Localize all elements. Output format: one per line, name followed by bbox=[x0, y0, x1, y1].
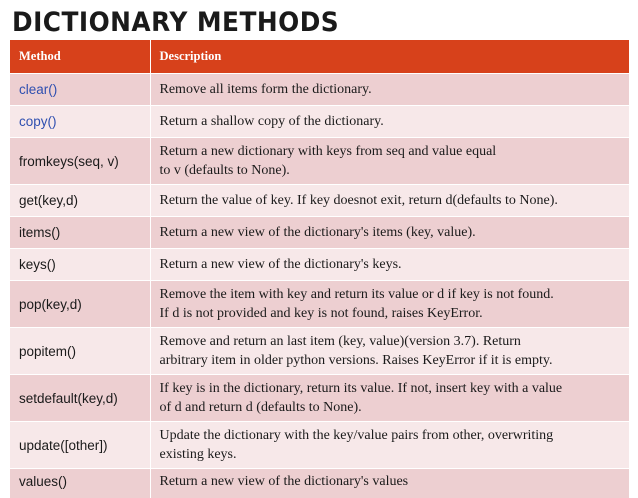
description-cell bbox=[150, 138, 629, 185]
description-line: If key is in the dictionary, return its value. If not, insert key with a value bbox=[160, 379, 620, 398]
method-cell: pop(key,d) bbox=[10, 281, 150, 328]
table-header-row bbox=[10, 40, 629, 74]
method-cell[interactable]: clear() bbox=[10, 74, 150, 106]
method-cell: update([other]) bbox=[10, 422, 150, 469]
table-row bbox=[10, 138, 629, 185]
table-row bbox=[10, 469, 629, 498]
method-cell: get(key,d) bbox=[10, 185, 150, 217]
description-cell bbox=[150, 422, 629, 469]
method-cell: keys() bbox=[10, 249, 150, 281]
description-line: Remove and return an last item (key, value)(version 3.7). Return bbox=[160, 332, 620, 351]
description-line: If d is not provided and key is not found, raises KeyError. bbox=[160, 304, 620, 323]
description-line: to v (defaults to None). bbox=[160, 161, 620, 180]
description-cell bbox=[150, 375, 629, 422]
column-header-method: Method bbox=[10, 40, 150, 74]
description-cell: Return a new view of the dictionary's items (key, value). bbox=[150, 217, 629, 249]
description-cell: Return the value of key. If key doesnot exit, return d(defaults to None). bbox=[150, 185, 629, 217]
description-cell bbox=[150, 328, 629, 375]
description-cell: Remove all items form the dictionary. bbox=[150, 74, 629, 106]
method-cell: setdefault(key,d) bbox=[10, 375, 150, 422]
table-row bbox=[10, 217, 629, 249]
description-cell: Return a shallow copy of the dictionary. bbox=[150, 106, 629, 138]
table-row bbox=[10, 74, 629, 106]
description-line: Update the dictionary with the key/value pairs from other, overwriting bbox=[160, 426, 620, 445]
description-cell: Return a new view of the dictionary's keys. bbox=[150, 249, 629, 281]
page-title: DICTIONARY METHODS bbox=[12, 6, 339, 40]
method-cell: popitem() bbox=[10, 328, 150, 375]
table-row bbox=[10, 249, 629, 281]
table-row bbox=[10, 185, 629, 217]
methods-table bbox=[10, 40, 630, 498]
table-row bbox=[10, 328, 629, 375]
method-cell: fromkeys(seq, v) bbox=[10, 138, 150, 185]
method-cell[interactable]: copy() bbox=[10, 106, 150, 138]
description-line: Return a new dictionary with keys from seq and value equal bbox=[160, 142, 620, 161]
method-cell: values() bbox=[10, 469, 150, 498]
table-row bbox=[10, 106, 629, 138]
description-line: existing keys. bbox=[160, 445, 620, 464]
description-line: arbitrary item in older python versions. Raises KeyError if it is empty. bbox=[160, 351, 620, 370]
description-line: of d and return d (defaults to None). bbox=[160, 398, 620, 417]
method-cell: items() bbox=[10, 217, 150, 249]
description-cell: Return a new view of the dictionary's values bbox=[150, 469, 629, 498]
description-line: Remove the item with key and return its value or d if key is not found. bbox=[160, 285, 620, 304]
column-header-description: Description bbox=[150, 40, 629, 74]
table-row bbox=[10, 422, 629, 469]
description-cell bbox=[150, 281, 629, 328]
table-row bbox=[10, 281, 629, 328]
table-row bbox=[10, 375, 629, 422]
